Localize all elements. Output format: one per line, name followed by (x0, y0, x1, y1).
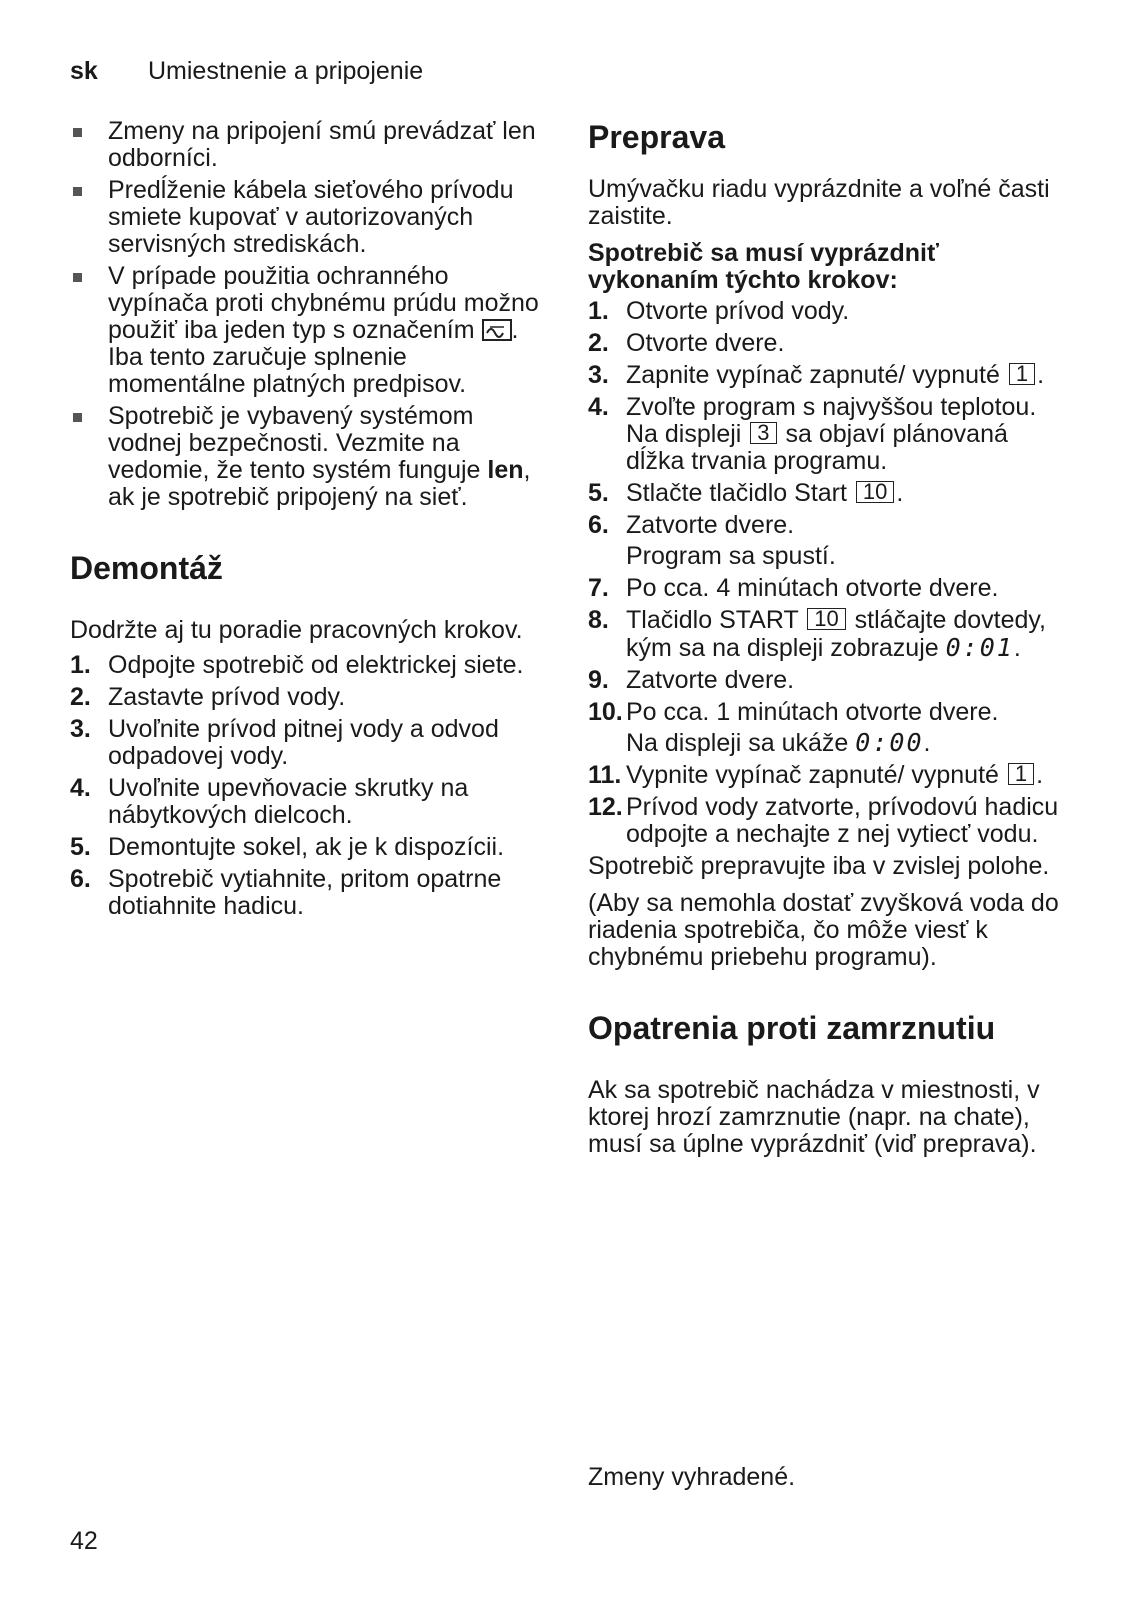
opatrenia-text: Ak sa spotrebič nachádza v miestnosti, v ktorej hrozí zamrznutie (napr. na chate), musí sa úplne vyprázdniť (viď preprava). (588, 1076, 1040, 1158)
page-header (70, 56, 423, 86)
list-item: 11. Vypnite vypínač zapnuté/ vypnuté 1 . (588, 761, 1044, 789)
connection-notes (70, 118, 542, 511)
list-item: 1. Odpojte spotrebič od elektrickej siete. (70, 651, 524, 679)
list-item: 3. Zapnite vypínač zapnuté/ vypnuté 1 . (588, 361, 1045, 389)
left-column (70, 118, 542, 925)
display-ref-box: 3 (750, 422, 776, 444)
button-ref-box: 1 (1008, 763, 1034, 785)
list-item: 1. Otvorte prívod vody. (588, 297, 850, 325)
section-title: Umiestnenie a pripojenie (148, 57, 424, 85)
rcd-symbol-icon (482, 319, 512, 341)
list-item: 6. Zatvorte dvere. Program sa spustí. (588, 511, 836, 570)
list-item: 10. Po cca. 1 minútach otvorte dvere. Na displeji sa ukáže 0:00. (588, 698, 999, 757)
preprava-subtitle: Spotrebič sa musí vyprázdniť vykonaním týchto krokov: (588, 239, 939, 294)
list-item: 3. Uvoľnite prívod pitnej vody a odvod odpadovej vody. (70, 715, 499, 770)
heading-preprava: Preprava (588, 119, 725, 155)
list-item: 12. Prívod vody zatvorte, prívodovú hadicu odpojte a nechajte z nej vytiecť vodu. (588, 793, 1059, 848)
list-item: 5. Demontujte sokel, ak je k dispozícii. (70, 833, 505, 861)
page-number: 42 (70, 1527, 98, 1555)
heading-opatrenia: Opatrenia proti zamrznutiu (588, 1010, 996, 1046)
list-item: 4. Uvoľnite upevňovacie skrutky na nábytkových dielcoch. (70, 774, 469, 829)
button-ref-box: 10 (807, 608, 845, 630)
list-item: 4. Zvoľte program s najvyššou teplotou. Na displeji 3 sa objaví plánovaná dĺžka trvania programu. (588, 393, 1037, 475)
list-item: Spotrebič je vybavený systémom vodnej bezpečnosti. Vezmite na vedomie, že tento systém funguje len, ak je spotrebič pripojený na sieť. (70, 403, 542, 511)
list-item: 2. Zastavte prívod vody. (70, 683, 346, 711)
list-item: 7. Po cca. 4 minútach otvorte dvere. (588, 574, 999, 602)
list-item: V prípade použitia ochranného vypínača proti chybnému prúdu možno použiť iba jeden typ s označením . Iba tento zaručuje splnenie momentálne platných predpisov. (70, 263, 542, 398)
list-item: 2. Otvorte dvere. (588, 329, 785, 357)
footer-note: Zmeny vyhradené. (588, 1463, 796, 1491)
list-item: 9. Zatvorte dvere. (588, 666, 795, 694)
list-item: 6. Spotrebič vytiahnite, pritom opatrne dotiahnite hadicu. (70, 865, 502, 920)
display-readout: 0:00 (855, 728, 924, 757)
preprava-note-upright: Spotrebič prepravujte iba v zvislej polohe. (588, 852, 1050, 880)
list-item: Zmeny na pripojení smú prevádzať len odborníci. (70, 118, 542, 172)
heading-demontaz: Demontáž (70, 550, 223, 586)
preprava-steps (588, 298, 1068, 848)
right-column (588, 118, 1068, 1158)
display-readout: 0:01 (945, 633, 1014, 662)
demontaz-intro: Dodržte aj tu poradie pracovných krokov. (70, 616, 523, 644)
language-code: sk (70, 57, 98, 85)
list-item: 8. Tlačidlo START 10 stláčajte dovtedy, kým sa na displeji zobrazuje 0:01. (588, 606, 1046, 662)
preprava-note-water: (Aby sa nemohla dostať zvyšková voda do riadenia spotrebiča, čo môže viesť k chybnému priebehu programu). (588, 889, 1059, 971)
list-item: 5. Stlačte tlačidlo Start 10 . (588, 479, 904, 507)
preprava-intro: Umývačku riadu vyprázdnite a voľné časti zaistite. (588, 175, 1050, 230)
button-ref-box: 10 (856, 481, 894, 503)
list-item: Predĺženie kábela sieťového prívodu smiete kupovať v autorizovaných servisných strediskách. (70, 177, 542, 258)
demontaz-steps (70, 652, 542, 920)
button-ref-box: 1 (1009, 363, 1035, 385)
